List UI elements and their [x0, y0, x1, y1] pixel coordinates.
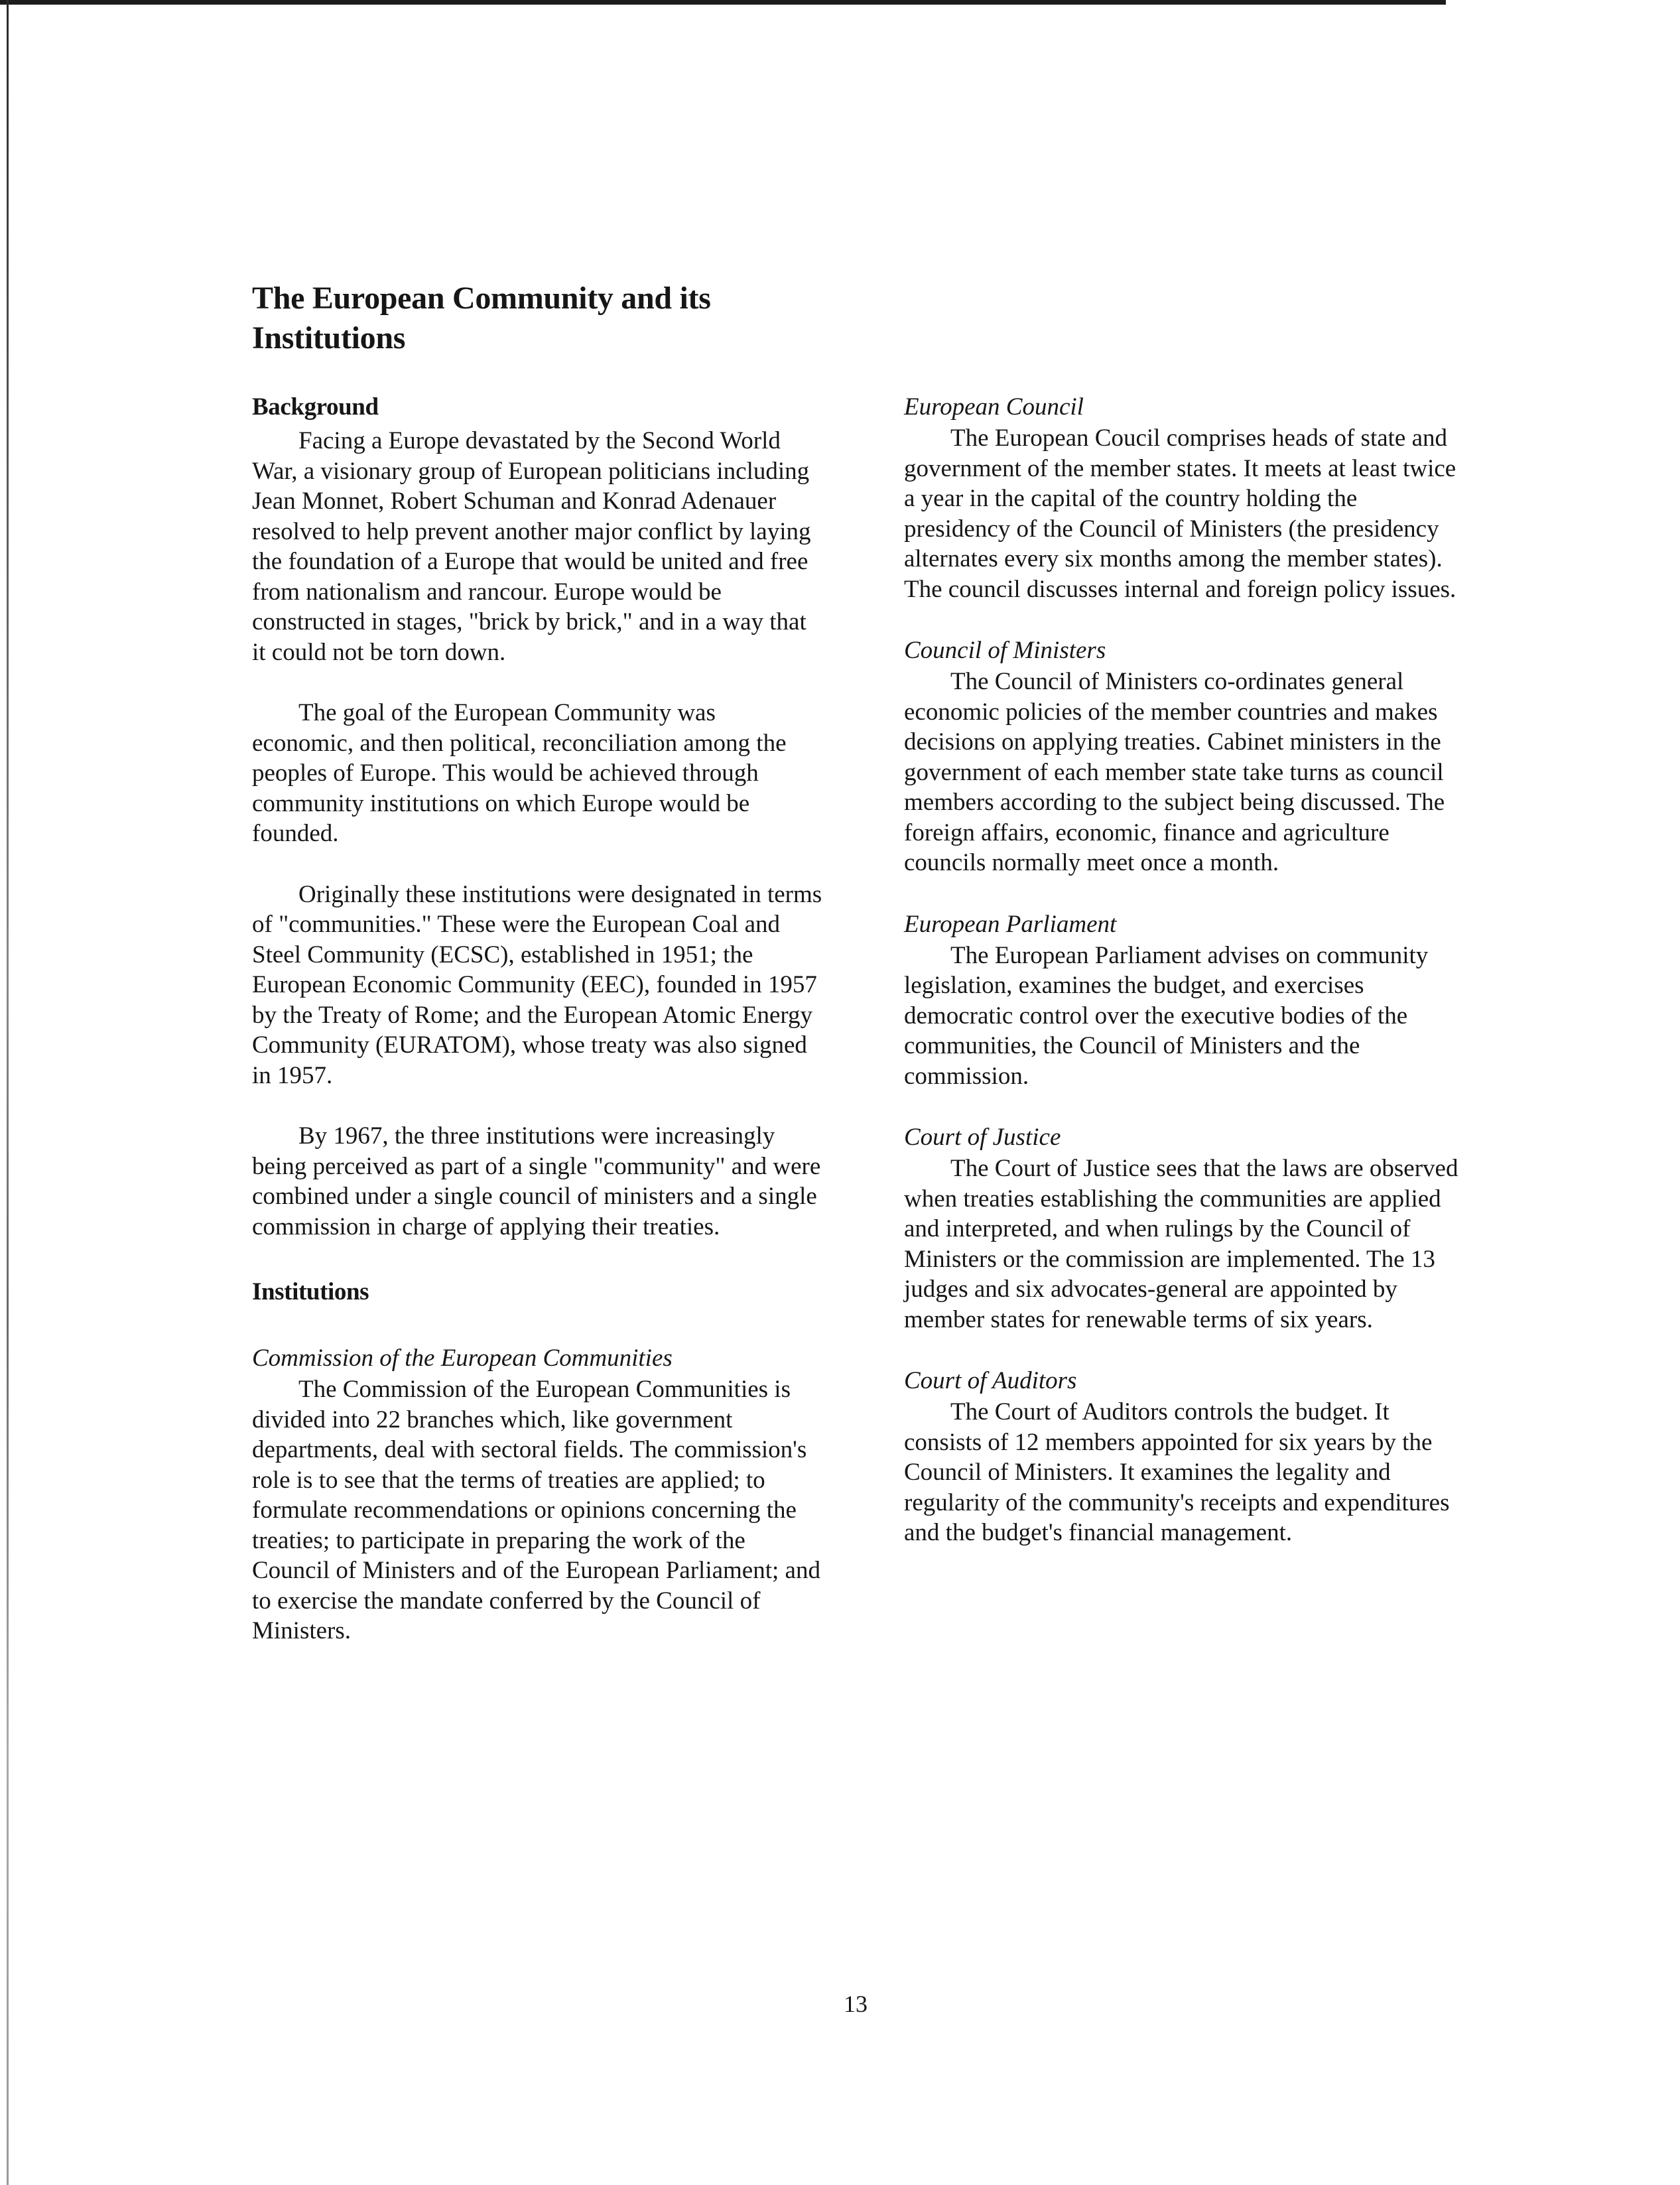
- scan-edge-left: [7, 0, 9, 2185]
- scan-edge-top: [0, 0, 1446, 5]
- paragraph-commission: The Commission of the European Communities is divided into 22 branches which, like government departments, deal with sectoral fields. The commission's role is to see that the terms of treaties are applied; to formulate recommendations or opinions concerning the treaties; to participate in preparing the work of the Council of Ministers and of the European Parliament; and to exercise the mandate conferred by the Council of Ministers.: [252, 1376, 820, 1644]
- subheading-council-of-ministers: Council of Ministers: [904, 637, 1106, 664]
- subheading-court-of-auditors: Court of Auditors: [904, 1367, 1077, 1394]
- right-column: [904, 391, 1461, 1548]
- subheading-european-council: European Council: [904, 393, 1084, 421]
- page-number: 13: [844, 1991, 868, 2017]
- subheading-commission: Commission of the European Communities: [252, 1345, 673, 1372]
- paragraph-court-of-auditors: The Court of Auditors controls the budget. It consists of 12 members appointed for six years by the Council of Ministers. It examines the legality and regularity of the community's receipts and expenditures and the budget's financial management.: [904, 1398, 1450, 1546]
- document-title: The European Community and its Institutions: [252, 281, 711, 356]
- paragraph-european-parliament: The European Parliament advises on community legislation, examines the budget, and exercises democratic control over the executive bodies of the communities, the Council of Ministers and the commission.: [904, 941, 1429, 1090]
- paragraph-court-of-justice: The Court of Justice sees that the laws are observed when treaties establishing the communities are applied and interpreted, and when rulings by the Council of Ministers or the commission are implemented. The 13 judges and six advocates-general are appointed by member states for renewable terms of six years.: [904, 1155, 1458, 1333]
- paragraph-background-4: By 1967, the three institutions were increasingly being perceived as part of a single "community" and were combined under a single council of ministers and a single commission in charge of applying their treaties.: [252, 1122, 821, 1240]
- paragraph-background-1: Facing a Europe devastated by the Second World War, a visionary group of European politicians including Jean Monnet, Robert Schuman and Konrad Adenauer resolved to help prevent another major conflict by laying the foundation of a Europe that would be united and free from nationalism and rancour. Europe would be constructed in stages, "brick by brick," and in a way that it could not be torn down.: [252, 427, 811, 666]
- paragraph-european-council: The European Coucil comprises heads of state and government of the member states. It meets at least twice a year in the capital of the country holding the presidency of the Council of Ministers (the presidency alternates every six months among the member states). The council discusses internal and foreign policy issues.: [904, 425, 1456, 603]
- left-column: [252, 391, 822, 1646]
- section-heading-institutions: Institutions: [252, 1278, 369, 1305]
- paragraph-background-3: Originally these institutions were designated in terms of "communities." These were the European Coal and Steel Community (ECSC), established in 1951; the European Economic Community (EEC), founded in 1957 by the Treaty of Rome; and the European Atomic Energy Community (EURATOM), whose treaty was also signed in 1957.: [252, 880, 822, 1089]
- section-heading-background: Background: [252, 393, 379, 421]
- paragraph-council-of-ministers: The Council of Ministers co-ordinates general economic policies of the member countries and makes decisions on applying treaties. Cabinet ministers in the government of each member state take turns as council members according to the subject being discussed. The foreign affairs, economic, finance and agriculture councils normally meet once a month.: [904, 668, 1445, 876]
- paragraph-background-2: The goal of the European Community was economic, and then political, reconciliation among the peoples of Europe. This would be achieved through community institutions on which Europe would be founded.: [252, 699, 787, 847]
- subheading-european-parliament: European Parliament: [904, 910, 1117, 938]
- subheading-court-of-justice: Court of Justice: [904, 1124, 1061, 1151]
